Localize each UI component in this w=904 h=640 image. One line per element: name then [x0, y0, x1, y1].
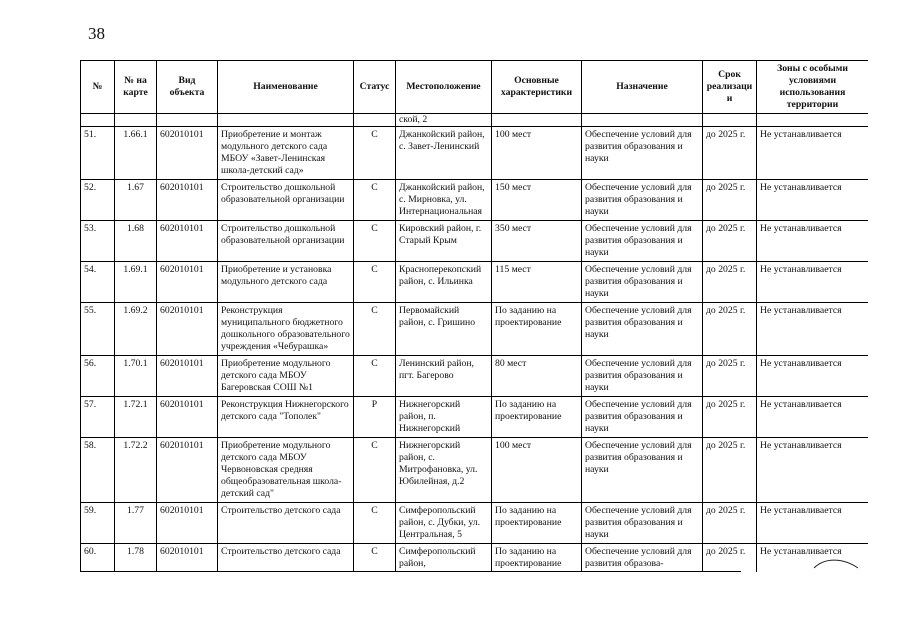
table-cell — [81, 114, 115, 127]
table-cell: до 2025 г. — [703, 356, 757, 397]
table-cell: Ленинский район, пгт. Багерово — [396, 356, 492, 397]
table-cell — [354, 114, 396, 127]
table-cell: Приобретение и монтаж модульного детского сада МБОУ «Завет-Ленинская школа-детский сад» — [218, 127, 354, 180]
table-cell: 54. — [81, 262, 115, 303]
objects-table — [80, 60, 868, 572]
table-cell: 80 мест — [492, 356, 582, 397]
table-cell: 350 мест — [492, 221, 582, 262]
table-cell: 56. — [81, 356, 115, 397]
table-cell: С — [354, 503, 396, 544]
table-cell: 602010101 — [157, 180, 218, 221]
table-header-row — [81, 61, 869, 114]
table-cell: 60. — [81, 544, 115, 573]
table-cell — [115, 114, 157, 127]
table-cell — [703, 114, 757, 127]
table-cell — [757, 114, 869, 127]
table-cell: Обеспечение условий для развития образования и науки — [582, 221, 703, 262]
table-cell: Обеспечение условий для развития образования и науки — [582, 303, 703, 356]
table-cell: 1.68 — [115, 221, 157, 262]
table-cell: Реконструкция муниципального бюджетного дошкольного образовательного учреждения «Чебурашка» — [218, 303, 354, 356]
table-cell: 602010101 — [157, 221, 218, 262]
table-cell: Джанкойский район, с. Завет-Ленинский — [396, 127, 492, 180]
table-cell: 602010101 — [157, 503, 218, 544]
table-cell: Не устанавливается — [757, 397, 869, 438]
table-cell: Не устанавливается — [757, 438, 869, 503]
table-cell — [492, 114, 582, 127]
table-cell: Р — [354, 397, 396, 438]
table-cell: Не устанавливается — [757, 503, 869, 544]
table-cell: Обеспечение условий для развития образова- — [582, 544, 703, 573]
header-cell: Местоположение — [396, 61, 492, 114]
table-cell: Обеспечение условий для развития образования и науки — [582, 127, 703, 180]
table-cell — [157, 114, 218, 127]
table-cell: Строительство детского сада — [218, 544, 354, 573]
table-cell: Не устанавливается — [757, 303, 869, 356]
table-cell: Не устанавливается — [757, 127, 869, 180]
table-cell: Обеспечение условий для развития образования и науки — [582, 397, 703, 438]
table-row — [81, 127, 869, 180]
table-cell: 52. — [81, 180, 115, 221]
table-cell: 115 мест — [492, 262, 582, 303]
table-cell: Симферопольский район, с. Дубки, ул. Центральная, 5 — [396, 503, 492, 544]
table-cell: Реконструкция Нижнегорского детского сада "Тополек" — [218, 397, 354, 438]
table-cell: Обеспечение условий для развития образования и науки — [582, 503, 703, 544]
table-cell — [582, 114, 703, 127]
header-cell: № — [81, 61, 115, 114]
table-cell: 1.72.2 — [115, 438, 157, 503]
signature-mark — [812, 556, 860, 572]
table-row — [81, 303, 869, 356]
table-row-continuation — [81, 114, 869, 127]
table-cell: до 2025 г. — [703, 303, 757, 356]
table-row — [81, 262, 869, 303]
table-cell: Строительство детского сада — [218, 503, 354, 544]
table-cell: до 2025 г. — [703, 262, 757, 303]
table-cell: Обеспечение условий для развития образования и науки — [582, 356, 703, 397]
table-cell: 602010101 — [157, 356, 218, 397]
table-cell: 1.70.1 — [115, 356, 157, 397]
table-row — [81, 356, 869, 397]
table-cell: Не устанавливается — [757, 221, 869, 262]
table-row — [81, 221, 869, 262]
table-cell: Первомайский район, с. Гришино — [396, 303, 492, 356]
table-cell: Красноперекопский район, с. Ильинка — [396, 262, 492, 303]
table-cell: до 2025 г. — [703, 438, 757, 503]
table-cell: Кировский район, г. Старый Крым — [396, 221, 492, 262]
table-cell: 59. — [81, 503, 115, 544]
objects-table-wrapper — [80, 60, 868, 572]
bottom-rule — [80, 571, 741, 572]
table-cell: до 2025 г. — [703, 127, 757, 180]
table-cell: до 2025 г. — [703, 503, 757, 544]
table-cell: С — [354, 544, 396, 573]
table-row — [81, 397, 869, 438]
table-row — [81, 180, 869, 221]
table-cell: до 2025 г. — [703, 397, 757, 438]
table-cell: 1.66.1 — [115, 127, 157, 180]
table-cell: 1.69.1 — [115, 262, 157, 303]
table-cell: Не устанавливается — [757, 180, 869, 221]
table-cell: Нижнегорский район, п. Нижнегорский — [396, 397, 492, 438]
table-cell: 58. — [81, 438, 115, 503]
header-cell: Основные характеристики — [492, 61, 582, 114]
table-cell: С — [354, 180, 396, 221]
table-cell: С — [354, 262, 396, 303]
table-cell: 602010101 — [157, 438, 218, 503]
table-cell: Симферопольский район, — [396, 544, 492, 573]
table-cell: Не устанавливается — [757, 262, 869, 303]
table-cell: 1.69.2 — [115, 303, 157, 356]
table-cell: Не устанавливается — [757, 356, 869, 397]
table-cell: По заданию на проектирование — [492, 544, 582, 573]
table-cell: 1.77 — [115, 503, 157, 544]
table-cell: 602010101 — [157, 397, 218, 438]
table-cell: С — [354, 303, 396, 356]
table-cell: С — [354, 438, 396, 503]
table-cell: 100 мест — [492, 438, 582, 503]
table-cell: до 2025 г. — [703, 221, 757, 262]
table-cell: Не устанавливается — [757, 544, 869, 573]
table-cell: 1.78 — [115, 544, 157, 573]
header-cell: № на карте — [115, 61, 157, 114]
table-cell: до 2025 г. — [703, 544, 757, 573]
table-cell: С — [354, 221, 396, 262]
table-cell: Приобретение модульного детского сада МБОУ Багеровская СОШ №1 — [218, 356, 354, 397]
header-cell: Назначение — [582, 61, 703, 114]
table-cell: По заданию на проектирование — [492, 303, 582, 356]
table-cell: Обеспечение условий для развития образования и науки — [582, 262, 703, 303]
table-cell: По заданию на проектирование — [492, 397, 582, 438]
table-cell: Строительство дошкольной образовательной организации — [218, 180, 354, 221]
header-cell: Статус — [354, 61, 396, 114]
table-cell: 602010101 — [157, 262, 218, 303]
table-cell: Строительство дошкольной образовательной организации — [218, 221, 354, 262]
table-cell: 1.67 — [115, 180, 157, 221]
table-cell: 51. — [81, 127, 115, 180]
table-row — [81, 503, 869, 544]
table-cell: 150 мест — [492, 180, 582, 221]
table-cell: Обеспечение условий для развития образования и науки — [582, 180, 703, 221]
table-cell: 57. — [81, 397, 115, 438]
table-cell: С — [354, 127, 396, 180]
table-cell: Нижнегорский район, с. Митрофановка, ул. Юбилейная, д.2 — [396, 438, 492, 503]
table-cell: Джанкойский район, с. Мирновка, ул. Интернациональная — [396, 180, 492, 221]
table-cell: 602010101 — [157, 127, 218, 180]
page-number: 38 — [88, 24, 105, 43]
header-cell: Зоны с особыми условиями использования территории — [757, 61, 869, 114]
table-cell: 53. — [81, 221, 115, 262]
table-cell: 55. — [81, 303, 115, 356]
table-cell: Приобретение и установка модульного детского сада — [218, 262, 354, 303]
table-cell: По заданию на проектирование — [492, 503, 582, 544]
header-cell: Срок реализации — [703, 61, 757, 114]
table-cell: Обеспечение условий для развития образования и науки — [582, 438, 703, 503]
table-row — [81, 438, 869, 503]
table-cell: до 2025 г. — [703, 180, 757, 221]
table-row — [81, 544, 869, 573]
table-cell: 602010101 — [157, 544, 218, 573]
table-cell: ской, 2 — [396, 114, 492, 127]
table-cell: 602010101 — [157, 303, 218, 356]
header-cell: Наименование — [218, 61, 354, 114]
table-cell — [218, 114, 354, 127]
header-cell: Вид объекта — [157, 61, 218, 114]
table-cell: Приобретение модульного детского сада МБОУ Червоновская средняя общеобразовательная школа-детский сад" — [218, 438, 354, 503]
table-cell: С — [354, 356, 396, 397]
table-cell: 1.72.1 — [115, 397, 157, 438]
table-cell: 100 мест — [492, 127, 582, 180]
